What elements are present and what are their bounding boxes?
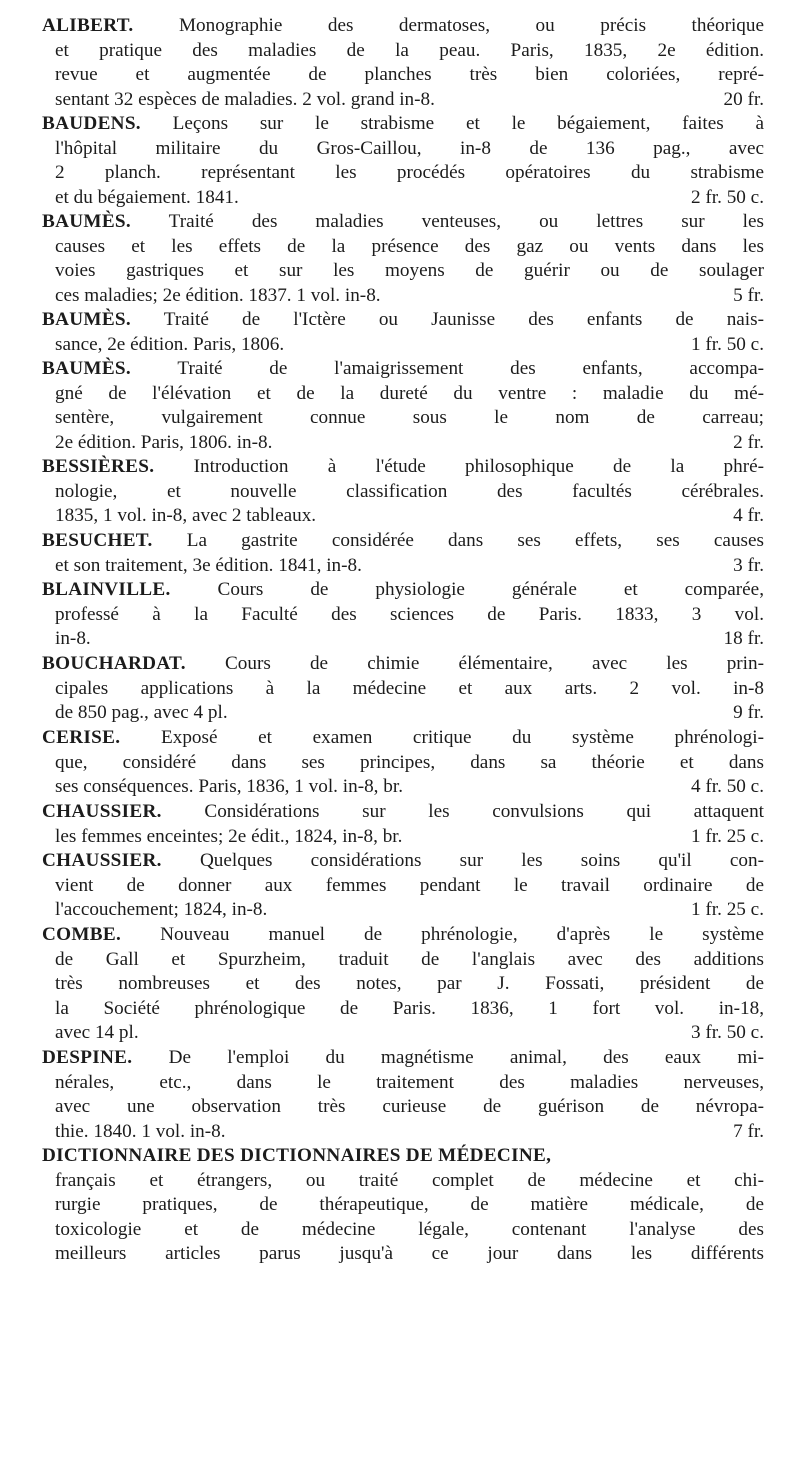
entry-author: BLAINVILLE. [42, 579, 171, 600]
entry-author: ALIBERT. [42, 15, 134, 36]
entry-price: 2 fr. 50 c. [690, 186, 764, 208]
list-item: ALIBERT. Monographie des dermatoses, ou précis théorique et pratique des maladies de la peau. Paris, 1835, 2e édition. revue et augmentée de planches très bien coloriées, repré- sentant 32 espèces de maladies. 2 vol. grand in-8. 20 fr. [42, 14, 764, 112]
entry-price: 1 fr. 25 c. [690, 825, 764, 847]
entry-price: 18 fr. [723, 628, 764, 649]
entry-price: 4 fr. 50 c. [690, 776, 764, 797]
list-item: BAUDENS. Leçons sur le strabisme et le bégaiement, faites à l'hôpital militaire du Gros-Caillou, in-8 de 136 pag., avec 2 planch. représentant les procédés opératoires du strabisme et du bégaiement. 1841. 2 fr. 50 c. [42, 112, 764, 210]
entry-author: BAUMÈS. [42, 309, 131, 330]
entry-author: BESSIÈRES. [42, 456, 155, 477]
entry-author: DICTIONNAIRE DES DICTIONNAIRES DE MÉDECINE, [42, 1145, 552, 1166]
list-item: DICTIONNAIRE DES DICTIONNAIRES DE MÉDECINE, français et étrangers, ou traité complet de médecine et chi- rurgie pratiques, de thérapeutique, de matière médicale, de toxicologie et de médecine légale, contenant l'analyse des meilleurs articles parus jusqu'à ce jour dans les différents [42, 1145, 764, 1264]
list-item: BAUMÈS. Traité des maladies venteuses, ou lettres sur les causes et les effets de la présence des gaz ou vents dans les voies gastriques et sur les moyens de guérir ou de soulager ces maladies; 2e édition. 1837. 1 vol. in-8. 5 fr. [42, 210, 764, 308]
entry-author: BAUMÈS. [42, 211, 131, 232]
list-item: CERISE. Exposé et examen critique du système phrénologi- que, considéré dans ses principes, dans sa théorie et dans ses conséquences. Paris, 1836, 1 vol. in-8, br. 4 fr. 50 c. [42, 726, 764, 800]
entry-price: 4 fr. [733, 505, 764, 526]
entry-price: 20 fr. [723, 88, 764, 110]
entry-author: CHAUSSIER. [42, 850, 162, 871]
list-item: DESPINE. De l'emploi du magnétisme animal, des eaux mi- nérales, etc., dans le traitement des maladies nerveuses, avec une observation très curieuse de guérison de névropa- thie. 1840. 1 vol. in-8. 7 fr. [42, 1046, 764, 1144]
list-item: BESSIÈRES. Introduction à l'étude philosophique de la phré- nologie, et nouvelle classification des facultés cérébrales. 1835, 1 vol. in-8, avec 2 tableaux. 4 fr. [42, 455, 764, 529]
entry-price: 1 fr. 50 c. [690, 333, 764, 355]
list-item: BAUMÈS. Traité de l'amaigrissement des enfants, accompa- gné de l'élévation et de la dureté du ventre : maladie du mé- sentère, vulgairement connue sous le nom de carreau; 2e édition. Paris, 1806. in-8. 2 fr. [42, 357, 764, 455]
entry-author: COMBE. [42, 924, 122, 945]
entry-price: 3 fr. 50 c. [690, 1022, 764, 1043]
list-item: BLAINVILLE. Cours de physiologie générale et comparée, professé à la Faculté des sciences de Paris. 1833, 3 vol. in-8. 18 fr. [42, 578, 764, 652]
list-item: CHAUSSIER. Quelques considérations sur les soins qu'il con- vient de donner aux femmes pendant le travail ordinaire de l'accouchement; 1824, in-8. 1 fr. 25 c. [42, 849, 764, 923]
entry-author: DESPINE. [42, 1047, 133, 1068]
entry-price: 1 fr. 25 c. [690, 899, 764, 920]
entry-price: 7 fr. [733, 1120, 764, 1142]
entry-author: CERISE. [42, 727, 121, 748]
list-item: BAUMÈS. Traité de l'Ictère ou Jaunisse des enfants de nais- sance, 2e édition. Paris, 1806. 1 fr. 50 c. [42, 308, 764, 357]
entry-price: 5 fr. [733, 284, 764, 306]
entry-author: CHAUSSIER. [42, 801, 162, 822]
entry-price: 3 fr. [733, 554, 764, 576]
entry-author: BOUCHARDAT. [42, 653, 186, 674]
list-item: BESUCHET. La gastrite considérée dans ses effets, ses causes et son traitement, 3e édition. 1841, in-8. 3 fr. [42, 529, 764, 578]
entry-author: BESUCHET. [42, 530, 153, 551]
list-item: CHAUSSIER. Considérations sur les convulsions qui attaquent les femmes enceintes; 2e édit., 1824, in-8, br. 1 fr. 25 c. [42, 800, 764, 849]
entry-price: 2 fr. [733, 431, 764, 453]
list-item: BOUCHARDAT. Cours de chimie élémentaire, avec les prin- cipales applications à la médecine et aux arts. 2 vol. in-8 de 850 pag., avec 4 pl. 9 fr. [42, 652, 764, 726]
entry-author: BAUMÈS. [42, 358, 131, 379]
entry-author: BAUDENS. [42, 113, 141, 134]
list-item: COMBE. Nouveau manuel de phrénologie, d'après le système de Gall et Spurzheim, traduit de l'anglais avec des additions très nombreuses et des notes, par J. Fossati, président de la Société phrénologique de Paris. 1836, 1 fort vol. in-18, avec 14 pl. 3 fr. 50 c. [42, 923, 764, 1046]
entry-price: 9 fr. [733, 702, 764, 723]
